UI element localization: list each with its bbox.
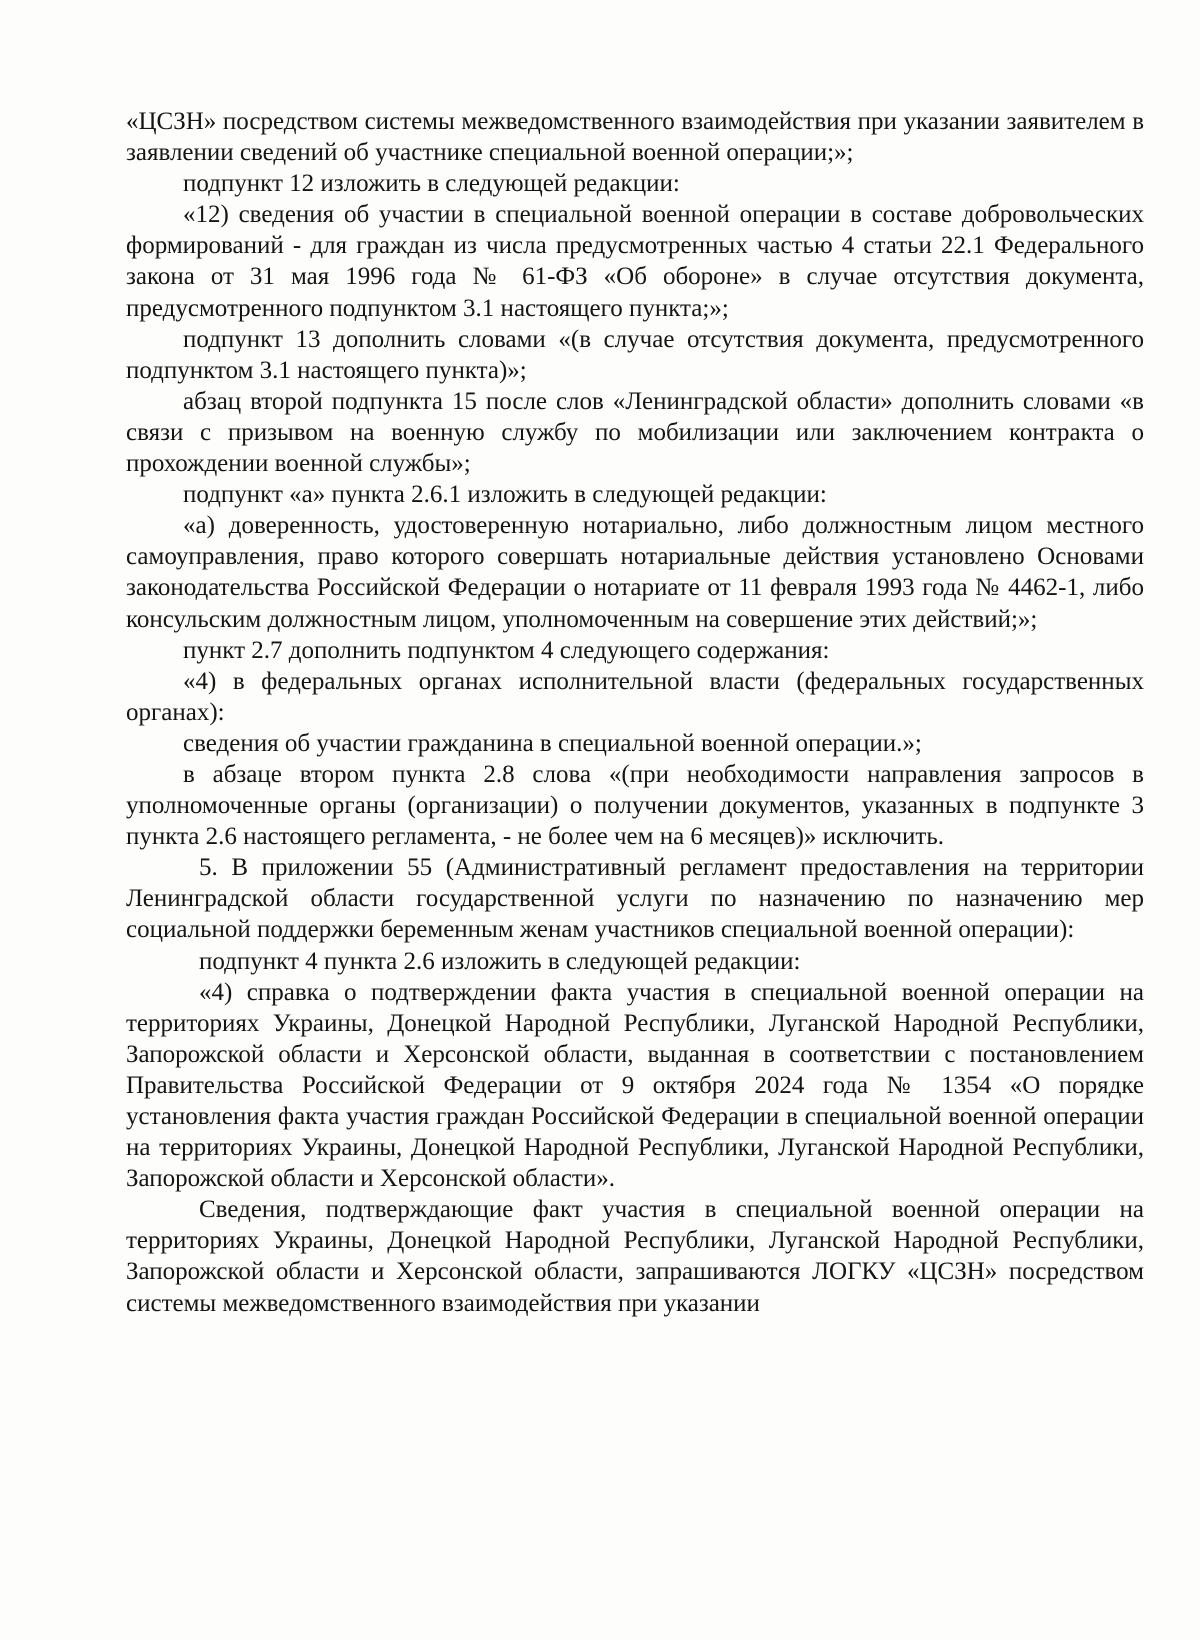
paragraph-item-2-7-intro: пункт 2.7 дополнить подпунктом 4 следующего содержания: xyxy=(183,636,830,664)
paragraph-subitem-4-intro: подпункт 4 пункта 2.6 изложить в следующей редакции: xyxy=(199,947,801,975)
document-body xyxy=(126,106,1144,1319)
paragraph-subitem-a-text: «а) доверенность, удостоверенную нотариально, либо должностным лицом местного самоуправления, право которого совершать нотариальные действия установлено Основами законодательства Российской Федерации о нотариате от 11 февраля 1993 года № 4462-1, либо консульским должностным лицом, уполномоченным на совершение этих действий;»; xyxy=(126,512,1144,633)
paragraph-subitem-13: подпункт 13 дополнить словами «(в случае отсутствия документа, предусмотренного подпунктом 3.1 настоящего пункта)»; xyxy=(126,325,1144,384)
paragraph-subitem-12-intro: подпункт 12 изложить в следующей редакции: xyxy=(183,170,680,198)
paragraph-information: Сведения, подтверждающие факт участия в специальной военной операции на территориях Украины, Донецкой Народной Республики, Луганской Народной Республики, Запорожской области и Херсонской области, запрашиваются ЛОГКУ «ЦСЗН» посредством системы межведомственного взаимодействия при указании xyxy=(126,1196,1144,1317)
paragraph-section-5: 5. В приложении 55 (Административный регламент предоставления на территории Ленинградской области государственной услуги по назначению по назначению мер социальной поддержки беременным женам участников специальной военной операции): xyxy=(126,854,1144,944)
paragraph-continuation: «ЦСЗН» посредством системы межведомственного взаимодействия при указании заявителем в заявлении сведений об участнике специальной военной операции;»; xyxy=(126,108,1144,167)
paragraph-item-2-7-info: сведения об участии гражданина в специальной военной операции.»; xyxy=(183,729,922,757)
paragraph-subitem-15: абзац второй подпункта 15 после слов «Ленинградской области» дополнить словами «в связи с призывом на военную службу по мобилизации или заключением контракта о прохождении военной службы»; xyxy=(126,387,1144,478)
paragraph-subitem-12-text: «12) сведения об участии в специальной военной операции в составе добровольческих формирований - для граждан из числа предусмотренных частью 4 статьи 22.1 Федерального закона от 31 мая 1996 года № 61-ФЗ «Об обороне» в случае отсутствия документа, предусмотренного подпунктом 3.1 настоящего пункта;»; xyxy=(126,201,1144,322)
paragraph-item-2-7-subitem-4: «4) в федеральных органах исполнительной власти (федеральных государственных органах): xyxy=(126,667,1144,726)
paragraph-item-2-8: в абзаце втором пункта 2.8 слова «(при необходимости направления запросов в уполномоченные органы (организации) о получении документов, указанных в подпункте 3 пункта 2.6 настоящего регламента, - не более чем на 6 месяцев)» исключить. xyxy=(126,760,1144,851)
paragraph-subitem-4-text: «4) справка о подтверждении факта участия в специальной военной операции на территориях Украины, Донецкой Народной Республики, Луганской Народной Республики, Запорожской области и Херсонской области, выданная в соответствии с постановлением Правительства Российской Федерации от 9 октября 2024 года № 1354 «О порядке установления факта участия граждан Российской Федерации в специальной военной операции на территориях Украины, Донецкой Народной Республики, Луганской Народной Республики, Запорожской области и Херсонской области». xyxy=(126,978,1144,1193)
paragraph-subitem-a-intro: подпункт «а» пункта 2.6.1 изложить в следующей редакции: xyxy=(183,481,827,509)
